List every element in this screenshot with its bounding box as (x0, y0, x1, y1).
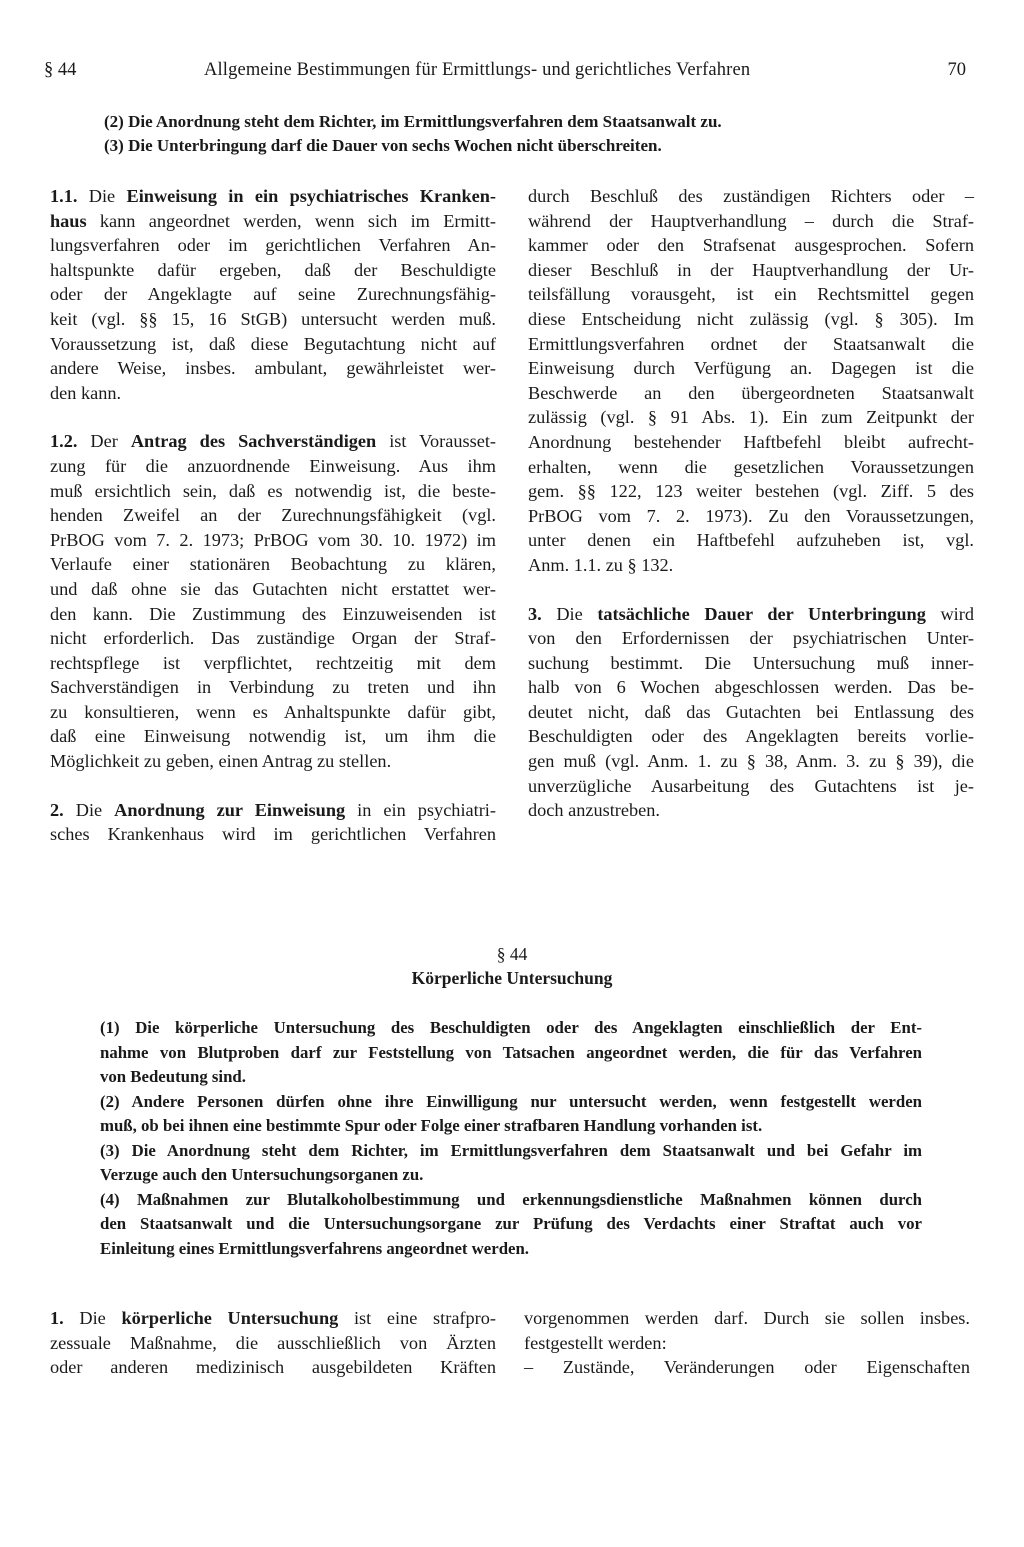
text-line: durch Beschluß des zuständigen Richters oder – (528, 186, 974, 206)
header-title: Allgemeine Bestimmungen für Ermittlungs- und gerichtliches Verfahren (204, 60, 751, 80)
section-number: § 44 (496, 944, 528, 964)
text-line: nicht erforderlich. Das zuständige Organ der Straf- (50, 628, 496, 649)
text-line: unter denen ein Haftbefehl aufzuheben ist, vgl. (528, 530, 974, 551)
commentary-2-continued (528, 184, 974, 578)
text-line: den kann. (50, 382, 122, 403)
statute-paragraph: (3) Die Unterbringung darf die Dauer von sechs Wochen nicht überschreiten. (104, 136, 662, 155)
text-line: oder anderen medizinisch ausgebildeten Kräften (50, 1357, 496, 1378)
text-line: von den Erfordernissen der psychiatrischen Unter- (528, 628, 974, 649)
text-line: PrBOG vom 7. 2. 1973). Zu den Voraussetzungen, (528, 505, 974, 526)
text-line: oder der Angeklagte auf seine Zurechnungsfähig- (50, 284, 496, 305)
text-line: Einweisung durch Verfügung an. Dagegen ist die (528, 358, 974, 379)
left-column (50, 184, 496, 847)
text-line: zessuale Maßnahme, die ausschließlich von Ärzten (50, 1332, 496, 1353)
text-line: haus kann angeordnet werden, wenn sich im Ermitt- (50, 210, 496, 231)
bold-term: Antrag des Sachverständigen (130, 431, 377, 452)
text-line: Voraussetzung ist, daß diese Begutachtung nicht auf (50, 333, 496, 354)
text-line: andere Weise, insbes. ambulant, gewährleistet wer- (50, 358, 496, 379)
text-line: den Staatsanwalt und die Untersuchungsorgane zur Prüfung des Verdachts einer Straftat auch vor (100, 1214, 922, 1233)
statute-paragraph: (2) Die Anordnung steht dem Richter, im Ermittlungsverfahren dem Staatsanwalt zu. (104, 112, 722, 131)
running-header (44, 60, 966, 88)
text-line: suchung bestimmt. Die Untersuchung muß inner- (528, 652, 974, 673)
text-line: rechtspflege ist verpflichtet, rechtzeitig mit dem (50, 652, 496, 673)
text-line: teilsfällung vorausgeht, ist ein Rechtsmittel gegen (528, 284, 974, 305)
commentary-3 (528, 602, 974, 823)
text-line: gem. §§ 122, 123 weiter bestehen (vgl. Ziff. 5 des (528, 481, 974, 502)
text-line: Beschuldigten oder des Angeklagten bereits vorlie- (528, 726, 974, 747)
bold-term: haus (50, 210, 87, 231)
commentary-body (524, 1306, 970, 1380)
paragraph-number: 1.2. (50, 431, 78, 452)
paragraph-number: 1.1. (50, 186, 78, 206)
text-line: dieser Beschluß in der Hauptverhandlung der Ur- (528, 259, 974, 280)
bold-term: Einweisung in ein psychiatrisches Kranken- (126, 186, 496, 206)
text-line: Anordnung bestehender Haftbefehl bleibt aufrecht- (528, 431, 974, 452)
commentary-body (50, 1306, 496, 1380)
bottom-left-column (50, 1306, 496, 1380)
text-line: gen muß (vgl. Anm. 1. zu § 38, Anm. 3. zu § 39), die (528, 751, 974, 772)
statute-paragraph (100, 1139, 922, 1188)
text-line: von Bedeutung sind. (100, 1067, 246, 1086)
text-line: (2) Andere Personen dürfen ohne ihre Einwilligung nur untersucht werden, wenn festgestellt werden (100, 1091, 922, 1111)
text-line: vorgenommen werden darf. Durch sie sollen insbes. (524, 1308, 970, 1328)
text-line: muß, ob bei ihnen eine bestimmte Spur oder Folge einer strafbaren Handlung vorhanden ist. (100, 1116, 763, 1135)
text-line: Verlaufe einer stationären Beobachtung zu klären, (50, 554, 496, 575)
statute-paragraph (100, 1188, 922, 1262)
text-line: haltspunkte dafür ergeben, daß der Beschuldigte (50, 259, 496, 280)
text-line: 1.1. Die Einweisung in ein psychiatrisches Kranken- (50, 186, 496, 206)
text-line: – Zustände, Veränderungen oder Eigenschaften (524, 1357, 970, 1378)
text-line: Verzuge auch den Untersuchungsorganen zu. (100, 1165, 424, 1184)
text-line: zulässig (vgl. § 91 Abs. 1). Ein zum Zeitpunkt der (528, 407, 974, 428)
text-line: doch anzustreben. (528, 800, 660, 821)
text-line: (3) Die Anordnung steht dem Richter, im Ermittlungsverfahren dem Staatsanwalt und bei Gefahr im (100, 1140, 922, 1160)
bold-term: Anordnung zur Einweisung (114, 799, 346, 820)
statute-paragraph (100, 1016, 922, 1090)
commentary-1-2 (50, 429, 496, 773)
section-title: Körperliche Untersuchung (411, 968, 613, 988)
text-line: (1) Die körperliche Untersuchung des Beschuldigten oder des Angeklagten einschließlich der Ent- (100, 1018, 922, 1037)
text-line: lungsverfahren oder im gerichtlichen Verfahren An- (50, 235, 496, 256)
paragraph-number: 3. (528, 603, 542, 624)
text-line: PrBOG vom 7. 2. 1973; PrBOG vom 30. 10. 1972) im (50, 529, 496, 550)
text-line: (4) Maßnahmen zur Blutalkoholbestimmung und erkennungsdienstliche Maßnahmen können durch (100, 1189, 922, 1209)
statute-middle (100, 1016, 922, 1261)
text-line: keit (vgl. §§ 15, 16 StGB) untersucht werden muß. (50, 308, 496, 329)
section-heading (0, 942, 1024, 990)
text-line: 1.2. Der Antrag des Sachverständigen ist Vorausset- (50, 431, 496, 452)
commentary-2 (50, 798, 496, 847)
text-line: zung für die anzuordnende Einweisung. Aus ihm (50, 455, 496, 476)
commentary-1-1 (50, 184, 496, 405)
text-line: daß eine Einweisung notwendig ist, um ihm die (50, 726, 496, 747)
text-line: festgestellt werden: (524, 1332, 667, 1353)
text-line: 2. Die Anordnung zur Einweisung in ein psychiatri- (50, 799, 496, 820)
text-line: während der Hauptverhandlung – durch die Straf- (528, 210, 974, 231)
text-line: erhalten, wenn die gesetzlichen Voraussetzungen (528, 456, 974, 477)
paragraph-number: 2. (50, 799, 64, 820)
statute-top (104, 110, 824, 158)
text-line: halb von 6 Wochen abgeschlossen werden. Das be- (528, 677, 974, 698)
bold-term: tatsächliche Dauer der Unterbringung (597, 603, 926, 624)
text-line: zu konsultieren, wenn es Anhaltspunkte dafür gibt, (50, 701, 496, 722)
text-line: muß ersichtlich sein, daß es notwendig ist, die beste- (50, 480, 496, 501)
text-line: 1. Die körperliche Untersuchung ist eine strafpro- (50, 1308, 496, 1328)
text-line: Möglichkeit zu geben, einen Antrag zu stellen. (50, 751, 392, 772)
text-line: Beschwerde an den übergeordneten Staatsanwalt (528, 382, 974, 403)
text-line: unverzügliche Ausarbeitung des Gutachtens ist je- (528, 775, 974, 796)
text-line: Einleitung eines Ermittlungsverfahrens angeordnet werden. (100, 1238, 530, 1258)
text-line: Ermittlungsverfahren ordnet der Staatsanwalt die (528, 333, 974, 354)
text-line: nahme von Blutproben darf zur Feststellung von Tatsachen angeordnet werden, die für das Verfahren (100, 1042, 922, 1062)
text-line: Anm. 1.1. zu § 132. (528, 554, 674, 575)
statute-paragraph (100, 1090, 922, 1139)
header-section-number: § 44 (44, 60, 77, 80)
text-line: den kann. Die Zustimmung des Einzuweisenden ist (50, 603, 496, 624)
text-line: henden Zweifel an der Zurechnungsfähigkeit (vgl. (50, 505, 496, 526)
text-line: Sachverständigen in Verbindung zu treten und ihn (50, 677, 496, 698)
text-line: und daß ohne sie das Gutachten nicht erstattet wer- (50, 578, 496, 599)
page-number: 70 (947, 60, 966, 80)
text-line: 3. Die tatsächliche Dauer der Unterbringung wird (528, 603, 974, 624)
right-column (528, 184, 974, 823)
text-line: deutet nicht, daß das Gutachten bei Entlassung des (528, 701, 974, 722)
bottom-right-column (524, 1306, 970, 1380)
text-line: diese Entscheidung nicht zulässig (vgl. § 305). Im (528, 308, 974, 329)
text-line: sches Krankenhaus wird im gerichtlichen Verfahren (50, 824, 496, 845)
text-line: kammer oder den Strafsenat ausgesprochen. Sofern (528, 235, 974, 256)
